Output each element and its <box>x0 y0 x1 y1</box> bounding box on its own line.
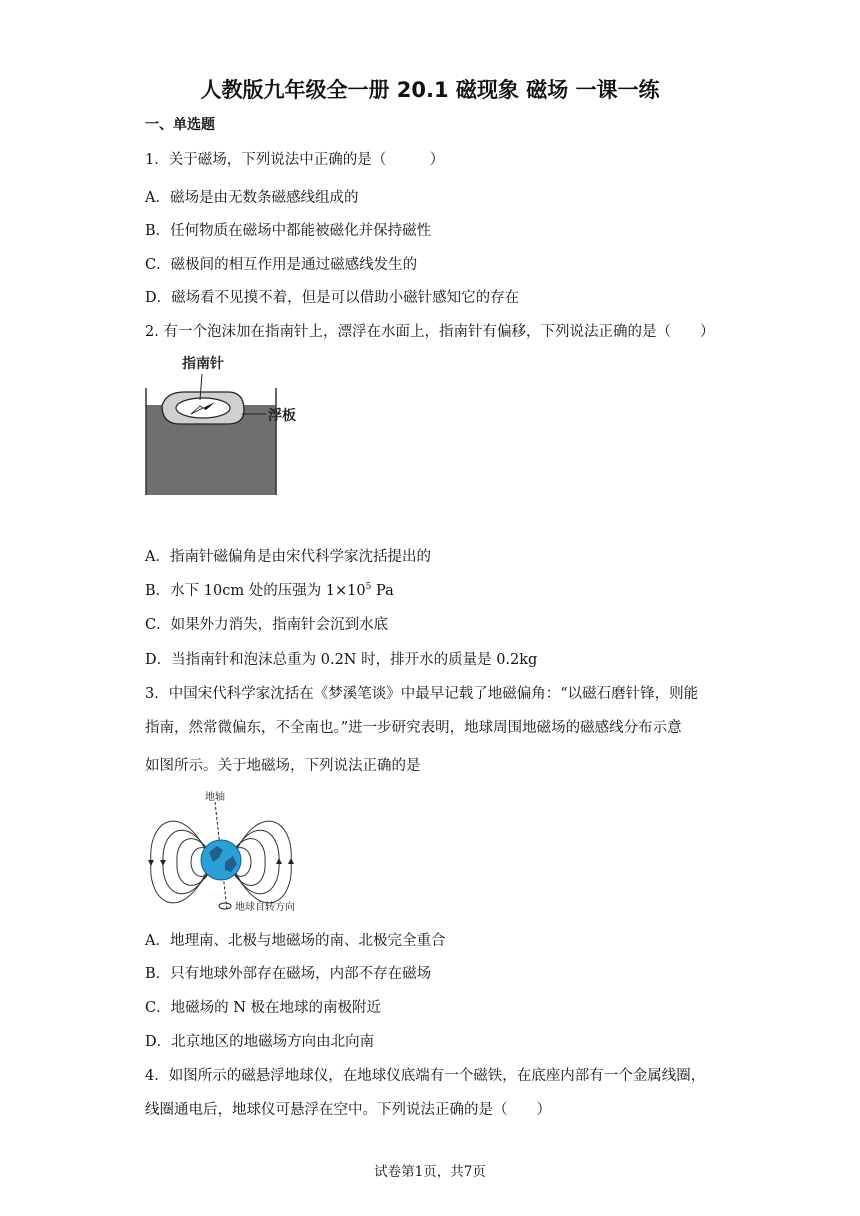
question-2-option-b: B．水下 10cm 处的压强为 $1\times 10^5$ Pa <box>145 582 394 599</box>
question-3-option-b: B．只有地球外部存在磁场，内部不存在磁场 <box>145 966 432 982</box>
question-1-option-c: C．磁极间的相互作用是通过磁感线发生的 <box>145 257 418 273</box>
question-2-option-a: A．指南针磁偏角是由宋代科学家沈括提出的 <box>145 549 431 565</box>
question-3-stem-line-1: 3．中国宋代科学家沈括在《梦溪笔谈》中最早记载了地磁偏角：“以磁石磨针锋，则能 <box>145 686 699 702</box>
question-1-option-b: B．任何物质在磁场中都能被磁化并保持磁性 <box>145 223 432 239</box>
question-4-stem-line-2: 线圈通电后，地球仪可悬浮在空中。下列说法正确的是（ ） <box>145 1102 551 1118</box>
question-1-stem: 1．关于磁场，下列说法中正确的是（ ） <box>145 152 445 168</box>
page-footer: 试卷第1页，共7页 <box>374 1164 486 1180</box>
question-1-option-a: A．磁场是由无数条磁感线组成的 <box>145 190 359 206</box>
question-2-option-d: D．当指南针和泡沫总重为 0.2N 时，排开水的质量是 0.2kg <box>145 652 538 668</box>
question-2-option-c: C．如果外力消失，指南针会沉到水底 <box>145 617 389 633</box>
question-3-option-a: A．地理南、北极与地磁场的南、北极完全重合 <box>145 933 446 949</box>
question-3-option-c: C．地磁场的 N 极在地球的南极附近 <box>145 1000 381 1016</box>
question-3-option-d: D．北京地区的地磁场方向由北向南 <box>145 1034 375 1050</box>
question-3-stem-line-2: 指南，然常微偏东，不全南也。”进一步研究表明，地球周围地磁场的磁感线分布示意 <box>145 720 682 736</box>
question-4-stem-line-1: 4．如图所示的磁悬浮地球仪，在地球仪底端有一个磁铁，在底座内部有一个金属线圈， <box>145 1068 706 1084</box>
earth-axis-label: 地轴 <box>205 792 225 803</box>
question-3-stem-line-3: 如图所示。关于地磁场，下列说法正确的是 <box>145 758 421 774</box>
question-2-stem: 2. 有一个泡沫加在指南针上，漂浮在水面上，指南针有偏移，下列说法正确的是（ ） <box>145 324 715 340</box>
rotation-ellipse <box>219 903 231 909</box>
float-board-label: 浮板 <box>268 408 296 424</box>
compass-label: 指南针 <box>182 356 224 372</box>
compass-float-figure <box>140 348 310 500</box>
page-title: 人教版九年级全一册 20.1 磁现象 磁场 一课一练 <box>200 78 660 102</box>
question-1-option-d: D．磁场看不见摸不着，但是可以借助小磁针感知它的存在 <box>145 290 520 306</box>
rotation-direction-label: 地球自转方向 <box>235 902 295 913</box>
earth-magnetic-field-figure <box>145 788 300 918</box>
section-heading: 一、单选题 <box>145 117 215 133</box>
